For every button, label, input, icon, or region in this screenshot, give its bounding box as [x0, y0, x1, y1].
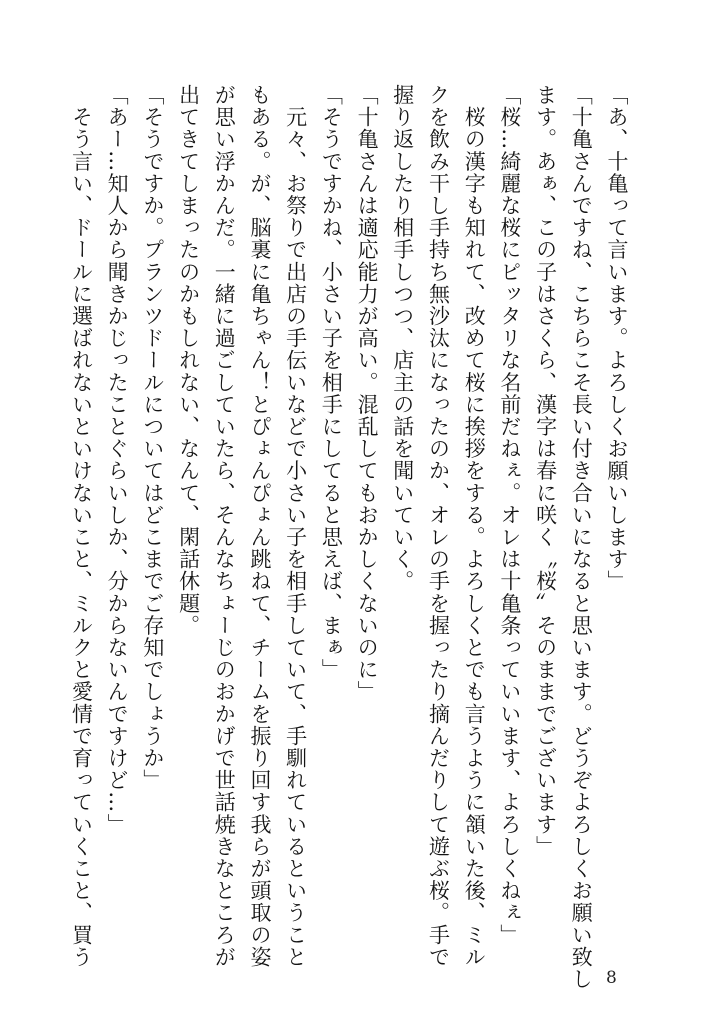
text-line-5: 桜の漢字も知れて、改めて桜に挨拶をする。よろしくとでも言うように頷いた後、ミル [462, 84, 487, 968]
text-line-10: 元々、お祭りで出店の手伝いなどで小さい子を相手していて、手馴れているということ [283, 84, 308, 968]
vertical-text-body [69, 84, 634, 991]
text-line-3: ます。あぁ、この子はさくら、漢字は春に咲く〝桜〟そのままでございます」 [533, 84, 558, 858]
text-line-15: 「あー…知人から聞きかじったことぐらいしか、分からないんですけど…」 [105, 84, 130, 836]
text-line-7: 握り返したり相手しつつ、店主の話を聞いていく。 [390, 84, 415, 593]
text-line-1: 「あ、十亀って言います。よろしくお願いします」 [605, 84, 629, 593]
text-line-2: 「十亀さんですね、こちらこそ長い付き合いになると思います。どうぞよろしくお願い致し [569, 84, 594, 991]
text-line-4: 「桜…綺麗な桜にピッタリな名前だねぇ。オレは十亀条っていいます、よろしくねぇ」 [497, 84, 522, 946]
text-line-6: クを飲み干し手持ち無沙汰になったのか、オレの手を握ったり摘んだりして遊ぶ桜。手で [426, 84, 451, 968]
text-line-16: そう言い、ドールに選ばれないといけないこと、ミルクと愛情で育っていくこと、買う [69, 84, 94, 968]
text-line-14: 「そうですか。プランツドールについてはどこまでご存知でしょうか」 [140, 84, 165, 792]
text-line-12: が思い浮かんだ。一緒に過ごしていたら、そんなちょーじのおかげで世話焼きなところが [212, 84, 237, 968]
text-line-13: 出てきてしまったのかもしれない、なんて、閑話休題。 [176, 84, 201, 637]
text-line-9: 「そうですかね、小さい子を相手にしてると思えば、まぁ」 [319, 84, 344, 681]
page-number: 8 [606, 968, 617, 988]
text-line-8: 「十亀さんは適応能力が高い。混乱してもおかしくないのに」 [355, 84, 380, 703]
text-line-11: もある。が、脳裏に亀ちゃん！とぴょんぴょん跳ねて、チームを振り回す我らが頭取の姿 [247, 84, 272, 968]
